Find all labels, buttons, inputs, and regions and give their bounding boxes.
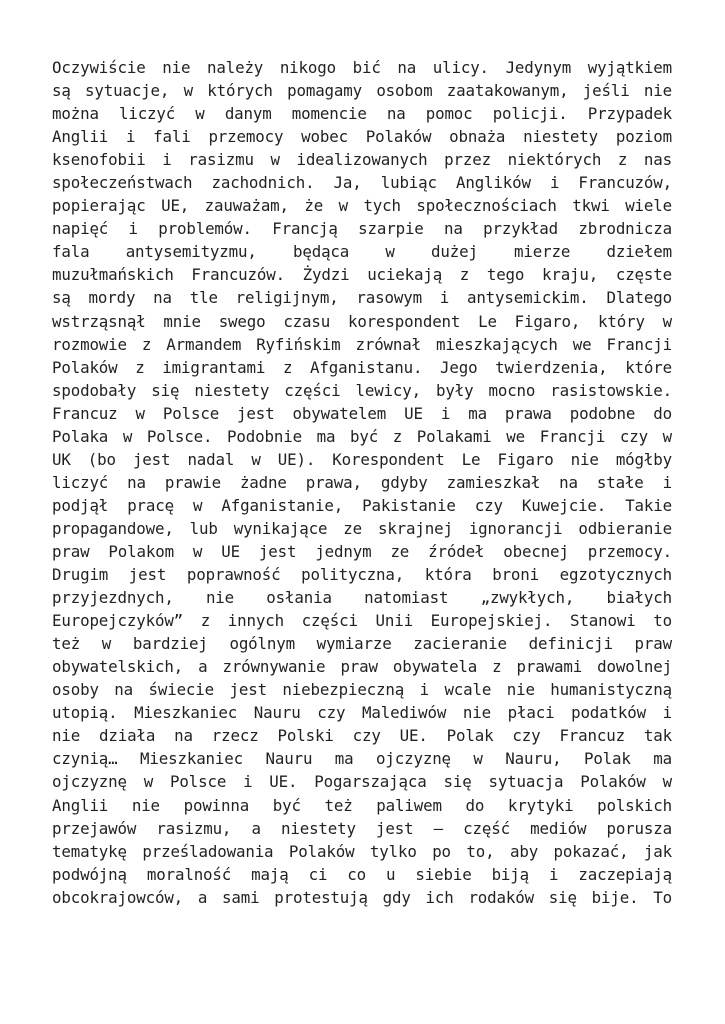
text-line: są sytuacje, w których pomagamy osobom zaatakowanym, jeśli nie	[52, 81, 672, 101]
text-line: Drugim jest poprawność polityczna, która broni egzotycznych	[52, 565, 672, 585]
text-line: spodobały się niestety części lewicy, były mocno rasistowskie.	[52, 380, 672, 400]
text-line: społeczeństwach zachodnich. Ja, lubiąc Anglików i Francuzów,	[52, 173, 672, 193]
text-line: ojczyznę w Polsce i UE. Pogarszająca się sytuacja Polaków w	[52, 772, 672, 792]
text-line: UK (bo jest nadal w UE). Korespondent Le Figaro nie mógłby	[52, 449, 672, 469]
text-line: obcokrajowców, a sami protestują gdy ich rodaków się bije. To	[52, 887, 672, 907]
text-line: utopią. Mieszkaniec Nauru czy Malediwów nie płaci podatków i	[52, 703, 672, 723]
text-line: Anglii i fali przemocy wobec Polaków obnaża niestety poziom	[52, 127, 672, 147]
text-line: napięć i problemów. Francją szarpie na przykład zbrodnicza	[52, 219, 672, 239]
article-paragraph	[52, 56, 672, 909]
text-line: nie działa na rzecz Polski czy UE. Polak czy Francuz tak	[52, 726, 672, 746]
text-line: fala antysemityzmu, będąca w dużej mierze dziełem	[52, 242, 672, 262]
text-line: Oczywiście nie należy nikogo bić na ulicy. Jedynym wyjątkiem	[52, 58, 672, 77]
text-line: Anglii nie powinna być też paliwem do krytyki polskich	[52, 795, 672, 815]
text-line: też w bardziej ogólnym wymiarze zacieranie definicji praw	[52, 634, 672, 654]
text-line: liczyć na prawie żadne prawa, gdyby zamieszkał na stałe i	[52, 472, 672, 492]
text-line: podjął pracę w Afganistanie, Pakistanie czy Kuwejcie. Takie	[52, 495, 672, 515]
text-line: Polaka w Polsce. Podobnie ma być z Polakami we Francji czy w	[52, 426, 672, 446]
text-line: są mordy na tle religijnym, rasowym i antysemickim. Dlatego	[52, 288, 672, 308]
text-line: muzułmańskich Francuzów. Żydzi uciekają z tego kraju, częste	[52, 265, 672, 285]
text-line: tematykę prześladowania Polaków tylko po to, aby pokazać, jak	[52, 841, 672, 861]
text-line: Polaków z imigrantami z Afganistanu. Jego twierdzenia, które	[52, 357, 672, 377]
text-line: podwójną moralność mają ci co u siebie biją i zaczepiają	[52, 864, 672, 884]
text-line: przyjezdnych, nie osłania natomiast „zwykłych, białych	[52, 588, 672, 608]
document-page	[52, 56, 672, 909]
text-line: przejawów rasizmu, a niestety jest – część mediów porusza	[52, 818, 672, 838]
text-line: osoby na świecie jest niebezpieczną i wcale nie humanistyczną	[52, 680, 672, 700]
text-line: wstrząsnął mnie swego czasu korespondent Le Figaro, który w	[52, 311, 672, 331]
text-line: ksenofobii i rasizmu w idealizowanych przez niektórych z nas	[52, 150, 672, 170]
text-line: Francuz w Polsce jest obywatelem UE i ma prawa podobne do	[52, 403, 672, 423]
text-line: propagandowe, lub wynikające ze skrajnej ignorancji odbieranie	[52, 518, 672, 538]
text-line: obywatelskich, a zrównywanie praw obywatela z prawami dowolnej	[52, 657, 672, 677]
text-line: rozmowie z Armandem Ryfińskim zrównał mieszkających we Francji	[52, 334, 672, 354]
text-line: praw Polakom w UE jest jednym ze źródeł obecnej przemocy.	[52, 541, 672, 561]
text-line: popierając UE, zauważam, że w tych społecznościach tkwi wiele	[52, 196, 672, 216]
text-line: Europejczyków” z innych części Unii Europejskiej. Stanowi to	[52, 611, 672, 631]
text-line: czynią… Mieszkaniec Nauru ma ojczyznę w Nauru, Polak ma	[52, 749, 672, 769]
text-line: można liczyć w danym momencie na pomoc policji. Przypadek	[52, 104, 672, 124]
